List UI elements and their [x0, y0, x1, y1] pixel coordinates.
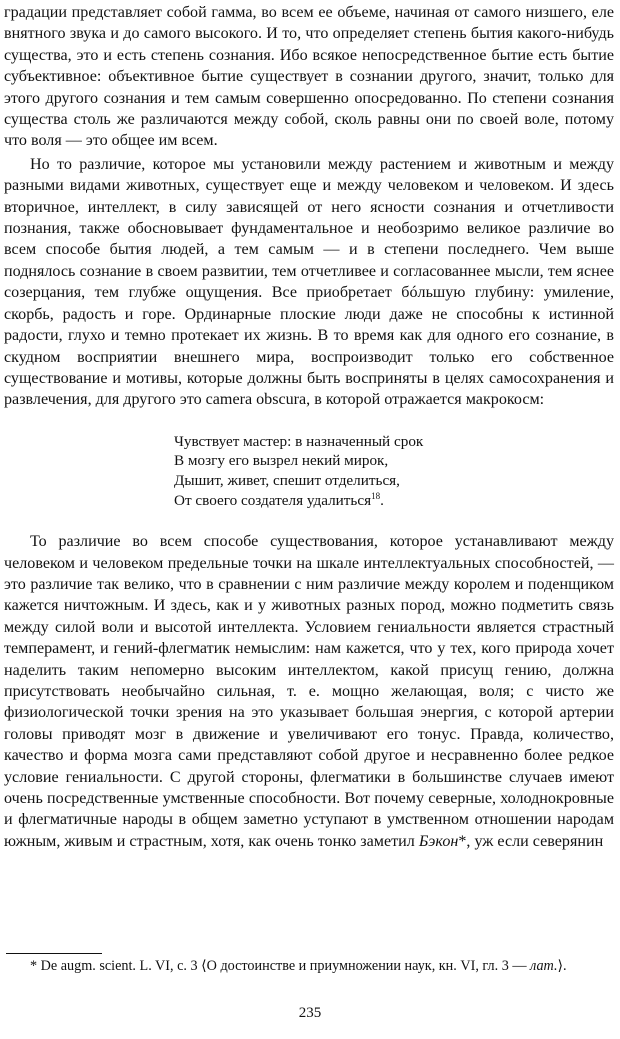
paragraph-3: [4, 531, 614, 852]
poem-line: Дышит, живет, спешит отделиться,: [174, 471, 400, 489]
footnote-lang: лат.: [530, 958, 558, 974]
footnote-text: * De augm. scient. L. VI, c. 3 ⟨О достоинстве и приумножении наук, кн. VI, гл. 3 —: [30, 958, 531, 974]
footnote-end: ⟩.: [557, 958, 567, 974]
page-number: 235: [298, 1005, 322, 1021]
paragraph-1: градации представляет собой гамма, во всем ее объеме, начиная от самого низшего, еле внятного звука и до самого высокого. И то, что определяет степень бытия какого-нибудь существа, это и есть степень сознания. Ибо всякое непосредственное бытие есть бытие субъективное: объективное бытие существует в сознании другого, значит, только для этого другого сознания и тем самым совершенно опосредованно. По степени сознания существа столь же различаются между собой, сколь равны они по своей воле, потому что воля — это общее им всем.: [4, 4, 614, 150]
poem-line-text: От своего создателя удалиться: [174, 491, 372, 509]
poem-line: Чувствует мастер: в назначенный срок: [174, 432, 424, 450]
page-body: [4, 2, 614, 852]
paragraph-2: Но то различие, которое мы установили между растением и животным и между разными видами животных, существует еще и между человеком и человеком. И здесь вторичное, интеллект, в силу зависящей от него ясности сознания и отчетливости познания, также обосновывает фундаментальное и необозримо великое различие во всем способе бытия людей, а тем самым — и в степени последнего. Чем выше поднялось сознание в своем развитии, тем отчетливее и согласованнее мысли, тем яснее созерцания, тем глубже ощущения. Все приобретает бóльшую глубину: умиление, скорбь, радость и горе. Ординарные плоские люди даже не способны к истинной радости, глухо и темно протекает их жизнь. В то время как для одного его сознание, в скудном восприятии внешнего мира, воспроизводит только его собственное существование и мотивы, которые должны быть восприняты в целях самосохранения и развлечения, для другого это camera obscura, в которой отражается макрокосм:: [4, 155, 614, 409]
bacon-name: Бэкон: [418, 832, 459, 850]
footnote-separator: [6, 953, 102, 954]
poem-quote: [174, 432, 614, 510]
footnote: [6, 957, 610, 976]
poem-line: В мозгу его вызрел некий мирок,: [174, 452, 389, 470]
note-reference: 18: [371, 490, 381, 501]
paragraph-3-tail: *, уж если северянин: [458, 832, 604, 850]
poem-line-last: От своего создателя удалиться$^{18}$.: [174, 490, 384, 509]
paragraph-3-text: То различие во всем способе существования, которое устанавливают между человеком и человеком предельные точки на шкале интеллектуальных способностей, — это различие так велико, что в сравнении с ним различие между королем и поденщиком кажется ничтожным. И здесь, как и у животных разных пород, можно подметить связь между силой воли и высотой интеллекта. Условием гениальности является страстный темперамент, и гений-флегматик немыслим: нам кажется, что у тех, кого природа хочет наделить таким непомерно высоким интеллектом, какой присущ гению, должна присутствовать необычайно сильная, т. е. мощно желающая, воля; с чисто же физиологической точки зрения на это указывает большая энергия, с которой артерии головы приводят мозг в движение и увеличивают его тонус. Правда, количество, качество и форма мозга сами представляют собой другое и несравненно более редкое условие гениальности. С другой стороны, флегматики в большинстве случаев имеют очень посредственные умственные способности. Вот почему северные, холоднокровные и флегматичные народы в общем заметно уступают в умственном отношении народам южным, живым и страстным, хотя, как очень тонко заметил: [4, 533, 614, 850]
